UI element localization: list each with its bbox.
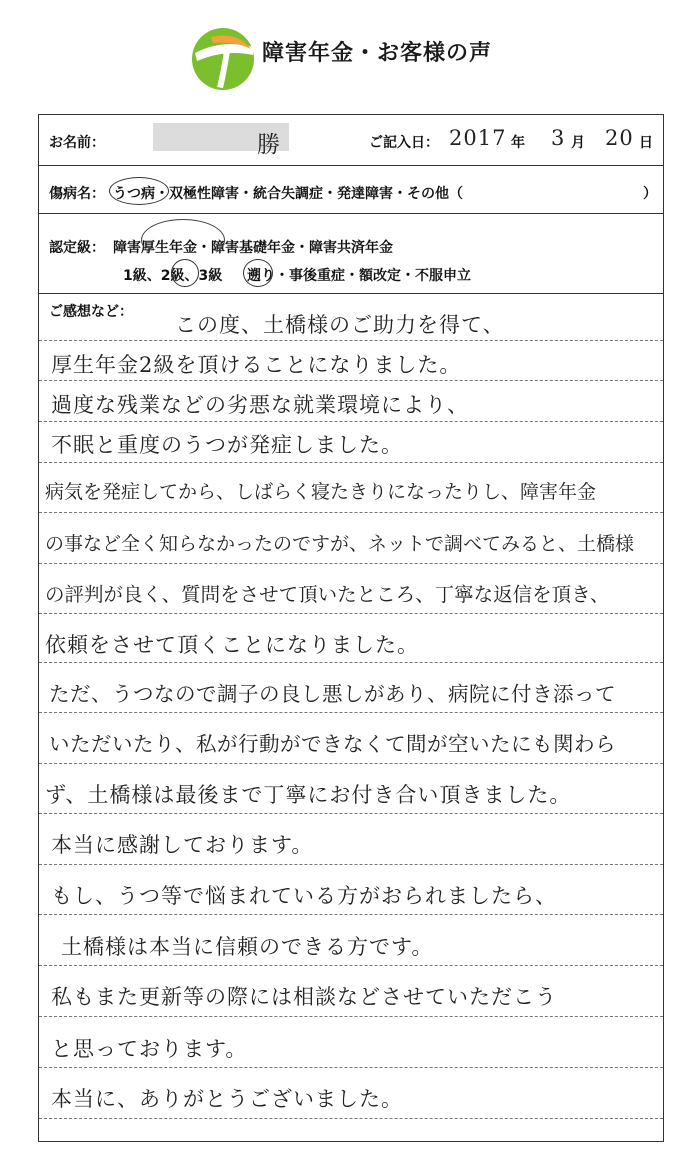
disease-label: 傷病名：	[49, 186, 105, 202]
date-year: 2017	[449, 126, 507, 150]
impression-line-10: いただいたり、私が行動ができなくて間が空いたにも関わら	[49, 732, 616, 756]
month-unit: 月	[571, 135, 585, 151]
ruled-line	[39, 613, 663, 614]
grade-options: 1級、2級、3級	[123, 268, 223, 284]
name-value: 勝	[257, 132, 281, 158]
page-header	[0, 0, 697, 112]
ruled-line	[39, 421, 663, 422]
ruled-line	[39, 864, 663, 865]
circled-option-retroactive	[243, 259, 273, 287]
ruled-line	[39, 965, 663, 966]
green-circle-logo-icon	[191, 27, 255, 91]
ruled-line	[39, 380, 663, 381]
impression-line-13: もし、うつ等で悩まれている方がおられましたら、	[51, 884, 557, 908]
grade-label: 認定級：	[49, 240, 105, 256]
impression-line-16: と思っております。	[51, 1037, 248, 1061]
ruled-line	[39, 662, 663, 663]
divider	[39, 165, 663, 166]
ruled-line	[39, 813, 663, 814]
impression-line-11: ず、土橋様は最後まで丁寧にお付き合い頂きました。	[45, 783, 572, 807]
impression-line-1: この度、土橋様のご助力を得て、	[175, 313, 505, 337]
divider	[39, 293, 663, 294]
impression-line-14: 土橋様は本当に信頼のできる方です。	[61, 935, 434, 959]
ruled-line	[39, 462, 663, 463]
impression-line-3: 過度な残業などの劣悪な就業環境により、	[51, 393, 469, 417]
ruled-line	[39, 1118, 663, 1119]
pension-types: 障害厚生年金・障害基礎年金・障害共済年金	[113, 240, 393, 256]
day-unit: 日	[639, 135, 653, 151]
disease-options: うつ病・双極性障害・統合失調症・発達障害・その他（	[113, 186, 463, 202]
impression-line-12: 本当に感謝しております。	[51, 833, 314, 857]
divider	[39, 213, 663, 214]
impression-line-6: の事など全く知らなかったのですが、ネットで調べてみると、土橋様	[45, 533, 635, 555]
ruled-line	[39, 712, 663, 713]
impression-line-9: ただ、うつなので調子の良し悪しがあり、病院に付き添って	[49, 682, 616, 706]
impression-line-8: 依頼をさせて頂くことになりました。	[45, 633, 419, 657]
circled-option-employees-pension	[141, 219, 225, 261]
impression-line-15: 私もまた更新等の際には相談などさせていただこう	[51, 985, 557, 1009]
impression-line-4: 不眠と重度のうつが発症しました。	[51, 433, 403, 457]
ruled-line	[39, 512, 663, 513]
ruled-line	[39, 763, 663, 764]
impressions-label: ご感想など：	[49, 304, 133, 320]
date-label: ご記入日：	[369, 135, 439, 151]
ruled-line	[39, 1067, 663, 1068]
disease-close-paren: ）	[643, 186, 657, 202]
ruled-line	[39, 914, 663, 915]
impression-line-2: 厚生年金2級を頂けることになりました。	[51, 353, 462, 377]
request-options: 遡り・事後重症・額改定・不服申立	[247, 268, 471, 284]
testimonial-form	[38, 114, 664, 1142]
date-month: 3	[551, 126, 566, 150]
date-day: 20	[605, 126, 634, 150]
site-title: 障害年金・お客様の声	[262, 41, 493, 66]
circled-option-grade-2	[171, 259, 199, 287]
ruled-line	[39, 340, 663, 341]
year-unit: 年	[511, 135, 525, 151]
name-label: お名前：	[49, 135, 105, 151]
impression-line-5: 病気を発症してから、しばらく寝たきりになったりし、障害年金	[45, 481, 597, 503]
ruled-line	[39, 1016, 663, 1017]
impression-line-7: の評判が良く、質問をさせて頂いたところ、丁寧な返信を頂き、	[45, 583, 610, 606]
circled-option-depression	[109, 177, 169, 205]
impression-line-17: 本当に、ありがとうございました。	[51, 1087, 403, 1111]
ruled-line	[39, 563, 663, 564]
